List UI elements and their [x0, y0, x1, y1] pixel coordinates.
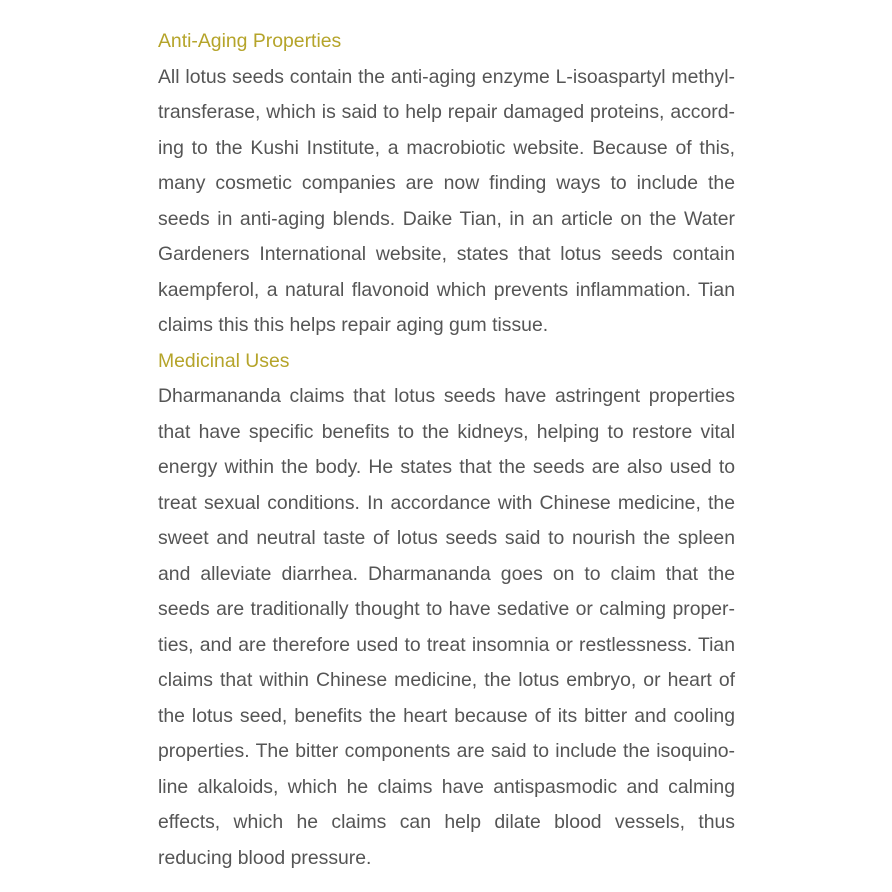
section-heading-medicinal-uses: Medicinal Uses [158, 349, 290, 372]
section-anti-aging [158, 24, 735, 344]
section-heading-anti-aging: Anti-Aging Properties [158, 30, 342, 52]
section-body-anti-aging: All lotus seeds contain the anti-aging enzyme L-isoaspartyl methyltransferase, which is said to help repair damaged proteins, according to the Kushi Institute, a macrobiotic website. Because of this, many cosmetic companies are now finding ways to include the seeds in anti-aging blends. Daike Tian, in an article on the Water Gardeners International website, states that lotus seeds contain kaempferol, a natural flavonoid which prevents inflammation. Tian claims this this helps repair aging gum tissue. [158, 65, 735, 336]
section-body-medicinal-uses: Dharmananda claims that lotus seeds have astringent properties that have specific benefits to the kidneys, helping to restore vital energy within the body. He states that the seeds are also used to treat sexual conditions. In accordance with Chinese medicine, the sweet and neutral taste of lotus seeds said to nourish the spleen and alleviate diarrhea. Dharmananda goes on to claim that the seeds are traditionally thought to have sedative or calming properties, and are therefore used to treat insomnia or restlessness. Tian claims that within Chinese medicine, the lotus embryo, or heart of the lotus seed, benefits the heart because of its bitter and cooling properties. The bitter components are said to include the isoquinoline alkaloids, which he claims have antispasmodic and calming effects, which he claims can help dilate blood vessels, thus reducing blood pressure. [158, 385, 735, 869]
article-page [158, 24, 735, 876]
section-medicinal-uses [158, 344, 735, 877]
